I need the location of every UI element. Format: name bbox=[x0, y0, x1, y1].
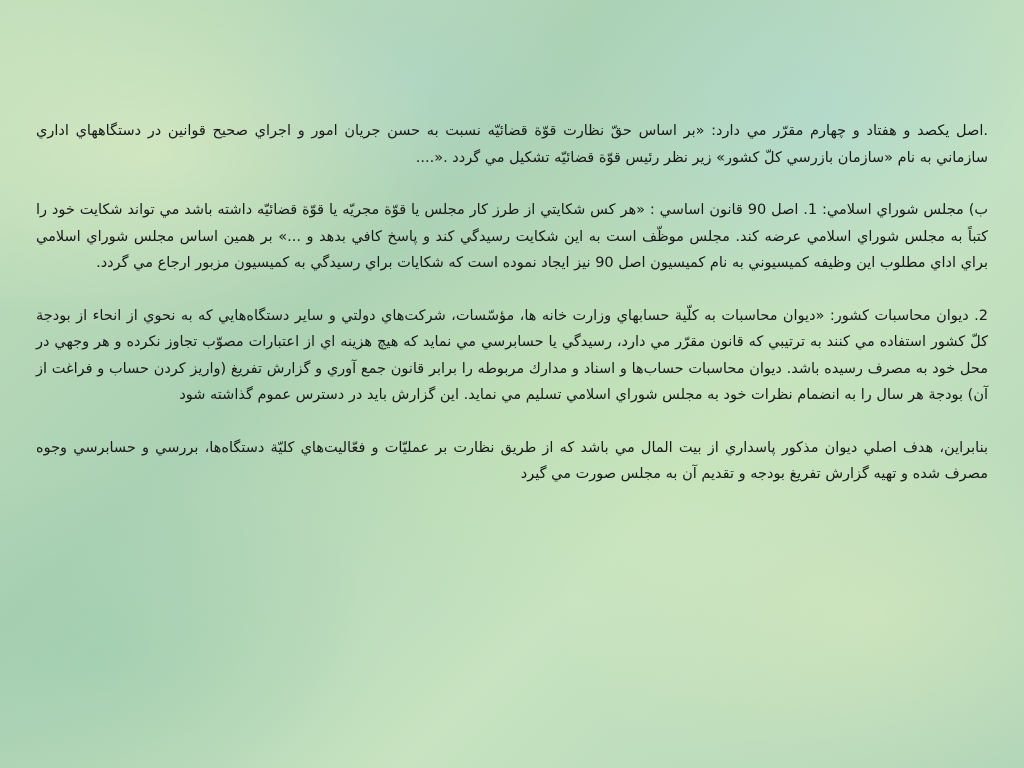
paragraph-court-of-audit: 2. ديوان محاسبات كشور: «ديوان محاسبات به كلّية حسابهاي وزارت خانه ها، مؤسّسات، شركت‌هاي دولتي و ساير دستگاه‌هايي كه به نحوي از انحاء از بودجة كلّ كشور استفاده مي كنند به ترتيبي كه قانون مقرّر مي دارد، رسيدگي يا حسابرسي مي نمايد كه هيچ هزينه اي از اعتبارات مصوّب تجاوز نكرده و هر وجهي در محل خود به مصرف رسيده باشد. ديوان محاسبات حساب‌ها و اسناد و مدارك مربوطه را برابر قانون جمع آوري و گزارش تفريغ (واريز كردن حساب و فراغت از آن) بودجة هر سال را به انضمام نظرات خود به مجلس شوراي اسلامي تسليم مي نمايد. اين گزارش بايد در دسترس عموم گذاشته شود bbox=[36, 307, 988, 403]
paragraph-conclusion: بنابراين، هدف اصلي ديوان مذكور پاسداري از بيت المال مي باشد كه از طريق نظارت بر عمليّات و فعّاليت‌هاي كليّة دستگاه‌ها، بررسي و حسابرسي وجوه مصرف شده و تهيه گزارش تفريغ بودجه و تقديم آن به مجلس صورت مي گيرد bbox=[36, 439, 988, 482]
paragraph-parliament-article-90: ب) مجلس شوراي اسلامي: 1. اصل 90 قانون اساسي : «هر كس شكايتي از طرز كار مجلس يا قوّة مجريّه يا قوّة قضائيّه داشته باشد مي تواند شكايت خود را كتباً به مجلس شوراي اسلامي عرضه كند. مجلس موظّف است به اين شكايت رسيدگي كند و پاسخ كافي بدهد و ...» بر همين اساس مجلس شوراي اسلامي براي اداي مطلوب اين وظيفه كميسيوني به نام كميسيون اصل 90 نيز ايجاد نموده است كه شكايات براي رسيدگي به كميسيون مزبور ارجاع مي گردد. bbox=[36, 202, 989, 271]
slide-text-body bbox=[36, 118, 988, 738]
paragraph-inspection-organization: .اصل يكصد و هفتاد و چهارم مقرّر مي دارد: «بر اساس حقّ نظارت قوّة قضائيّه نسبت به حسن جريان امور و اجراي صحيح قوانين در دستگاههاي اداري سازماني به نام «سازمان بازرسي كلّ كشور» زير نظر رئيس قوّة قضائيّه تشكيل مي گردد .«.... bbox=[36, 123, 988, 166]
